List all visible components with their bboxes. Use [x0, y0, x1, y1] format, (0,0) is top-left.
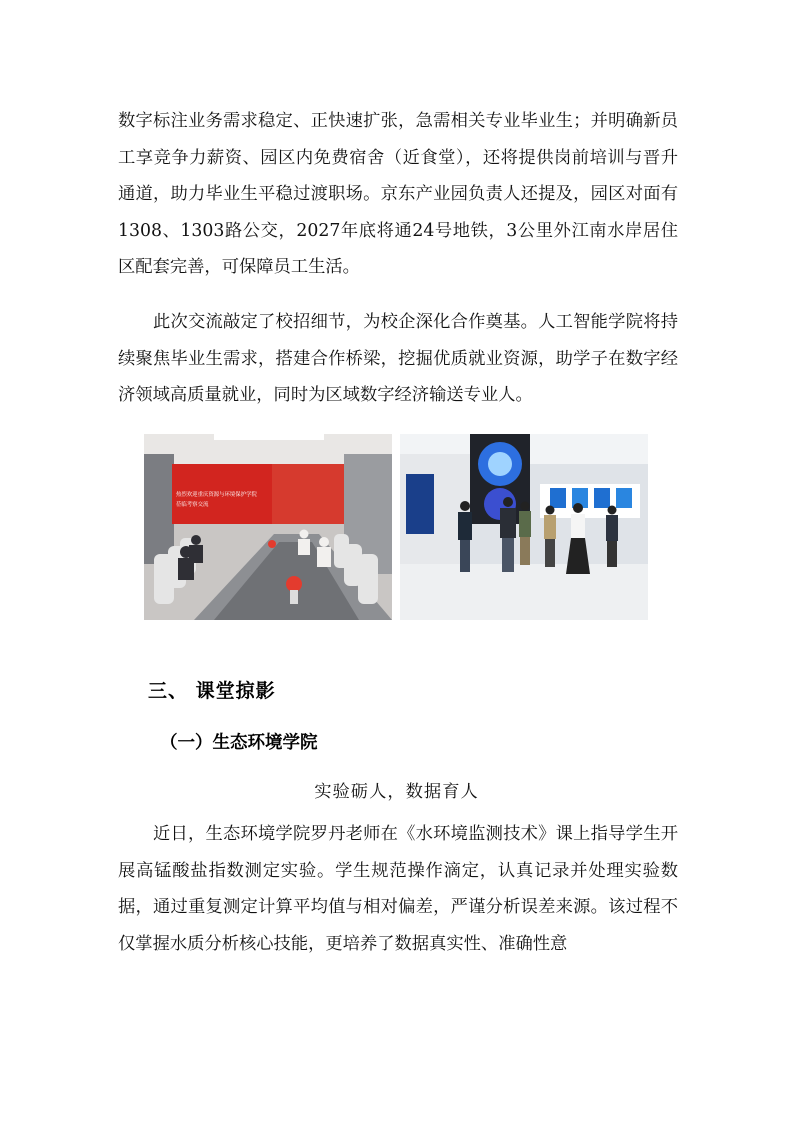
- meeting-room-photo: [144, 434, 392, 620]
- paragraph-recruitment-details: 数字标注业务需求稳定、正快速扩张，急需相关专业毕业生；并明确新员工享竞争力薪资、园区内免费宿舍（近食堂），还将提供岗前培训与晋升通道，助力毕业生平稳过渡职场。京东产业园负责人还提及，园区对面有1308、1303路公交，2027年底将通24号地铁，3公里外江南水岸居住区配套完善，可保障员工生活。: [118, 111, 678, 277]
- display-screen: [406, 474, 434, 534]
- exhibition-hall-photo: [400, 434, 648, 620]
- svg-text:热烈欢迎重庆资源与环境保护学院: 热烈欢迎重庆资源与环境保护学院: [176, 492, 257, 498]
- section-heading: 三、 课堂掠影: [148, 680, 276, 702]
- paragraph-lab-experiment: 近日，生态环境学院罗丹老师在《水环境监测技术》课上指导学生开展高锰酸盐指数测定实验。学生规范操作滴定，认真记录并处理实验数据，通过重复测定计算平均值与相对偏差，严谨分析误差来源。该过程不仅掌握水质分析核心技能，更培养了数据真实性、准确性意: [118, 824, 678, 954]
- svg-text:莅临考察交流: 莅临考察交流: [176, 502, 209, 508]
- subsection-heading: （一）生态环境学院: [160, 733, 318, 753]
- article-title: 实验砺人，数据育人: [314, 782, 479, 802]
- paragraph-cooperation-summary: 此次交流敲定了校招细节，为校企深化合作奠基。人工智能学院将持续聚焦毕业生需求，搭建合作桥梁，挖掘优质就业资源，助学子在数字经济领域高质量就业，同时为区域数字经济输送专业人。: [118, 312, 678, 405]
